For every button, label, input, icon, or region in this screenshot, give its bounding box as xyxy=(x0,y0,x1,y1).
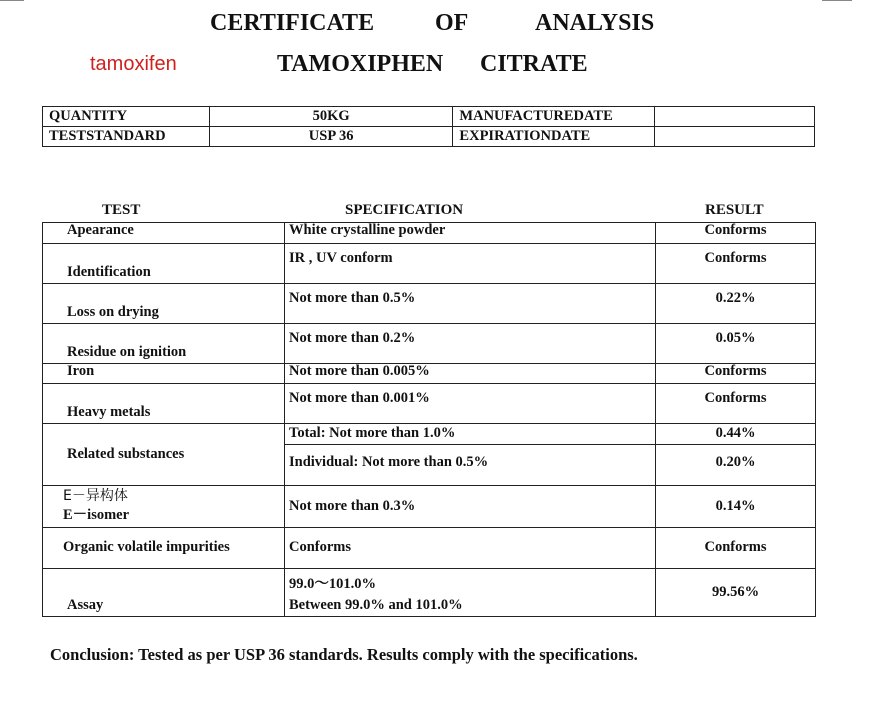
manufacture-date-value xyxy=(655,107,815,127)
table-row xyxy=(43,223,816,244)
corner-mark-right xyxy=(822,0,852,1)
product-stamp: tamoxifen xyxy=(90,53,177,75)
spec-text: Individual: Not more than 0.5% xyxy=(285,445,656,486)
result-value: Conforms xyxy=(656,528,816,569)
header-specification: SPECIFICATION xyxy=(345,202,464,218)
assay-range-words: Between 99.0% and 101.0% xyxy=(289,596,463,613)
isomer-name-english: E－isomer xyxy=(63,507,130,524)
test-name: Organic volatile impurities xyxy=(43,528,285,569)
spec-text-assay xyxy=(285,569,656,617)
assay-range: 99.0～101.0% xyxy=(289,576,376,592)
table-row xyxy=(43,528,816,569)
title-word-of: OF xyxy=(435,10,469,36)
result-value: 0.14% xyxy=(656,486,816,528)
result-value: Conforms xyxy=(656,244,816,284)
spec-text: IR , UV conform xyxy=(285,244,656,284)
isomer-name-chinese: E－异构体 xyxy=(63,487,128,504)
test-name: Heavy metals xyxy=(43,384,285,424)
test-name: Loss on drying xyxy=(43,284,285,324)
manufacture-date-label: MANUFACTUREDATE xyxy=(453,107,655,127)
info-row-quantity xyxy=(43,107,815,127)
result-value: 99.56% xyxy=(656,569,816,617)
conclusion-text: Conclusion: Tested as per USP 36 standards. Results comply with the specifications. xyxy=(50,645,638,664)
table-row xyxy=(43,569,816,617)
spec-text: Not more than 0.005% xyxy=(285,364,656,384)
corner-mark-left xyxy=(0,0,24,1)
test-name: Iron xyxy=(43,364,285,384)
result-value: Conforms xyxy=(656,364,816,384)
result-value: 0.05% xyxy=(656,324,816,364)
table-row xyxy=(43,364,816,384)
header-test: TEST xyxy=(102,202,141,218)
test-name: Identification xyxy=(43,244,285,284)
test-standard-value: USP 36 xyxy=(209,127,453,147)
title-word-certificate: CERTIFICATE xyxy=(210,10,375,36)
result-value: 0.20% xyxy=(656,445,816,486)
header-result: RESULT xyxy=(705,202,764,218)
subtitle-word-tamoxiphen: TAMOXIPHEN xyxy=(277,51,444,77)
table-row xyxy=(43,486,816,528)
results-table xyxy=(42,222,816,617)
test-name: Related substances xyxy=(43,424,285,486)
table-row xyxy=(43,324,816,364)
result-value: 0.44% xyxy=(656,424,816,445)
result-value: 0.22% xyxy=(656,284,816,324)
spec-text: Not more than 0.5% xyxy=(285,284,656,324)
quantity-value: 50KG xyxy=(209,107,453,127)
test-name: Apearance xyxy=(43,223,285,244)
title-word-analysis: ANALYSIS xyxy=(535,10,655,36)
spec-text: Not more than 0.2% xyxy=(285,324,656,364)
spec-text: Conforms xyxy=(285,528,656,569)
subtitle-word-citrate: CITRATE xyxy=(480,51,588,77)
spec-text: White crystalline powder xyxy=(285,223,656,244)
test-name: Residue on ignition xyxy=(43,324,285,364)
test-name: Assay xyxy=(43,569,285,617)
table-row xyxy=(43,424,816,445)
table-row xyxy=(43,384,816,424)
info-row-standard xyxy=(43,127,815,147)
result-value: Conforms xyxy=(656,223,816,244)
result-value: Conforms xyxy=(656,384,816,424)
table-row xyxy=(43,284,816,324)
info-table xyxy=(42,106,815,147)
quantity-label: QUANTITY xyxy=(43,107,210,127)
spec-text: Total: Not more than 1.0% xyxy=(285,424,656,445)
test-name-isomer xyxy=(43,486,285,528)
spec-text: Not more than 0.001% xyxy=(285,384,656,424)
expiration-date-label: EXPIRATIONDATE xyxy=(453,127,655,147)
expiration-date-value xyxy=(655,127,815,147)
spec-text: Not more than 0.3% xyxy=(285,486,656,528)
test-standard-label: TESTSTANDARD xyxy=(43,127,210,147)
table-row xyxy=(43,244,816,284)
